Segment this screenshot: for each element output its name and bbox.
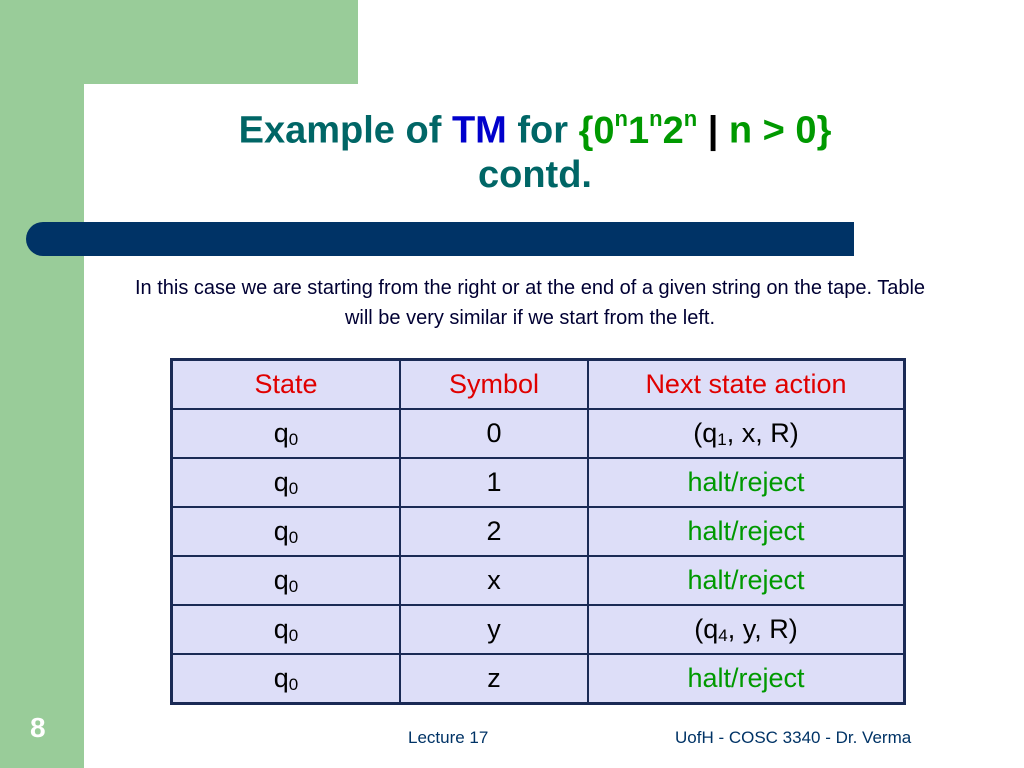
header-state: State [172, 360, 401, 410]
header-next-action: Next state action [588, 360, 905, 410]
title-two: 2 [662, 109, 684, 152]
footer-lecture: Lecture 17 [408, 728, 489, 747]
title-sup-3: n [683, 106, 698, 131]
symbol-cell: 0 [400, 409, 588, 458]
title-language [578, 106, 698, 152]
symbol-cell: z [400, 654, 588, 704]
title-sup-1: n [614, 106, 628, 131]
state-letter: q [273, 418, 289, 448]
state-letter: q [273, 663, 289, 693]
symbol-cell: 1 [400, 458, 588, 507]
state-cell [172, 654, 401, 704]
title-underline-bar [26, 222, 854, 256]
transition-table [170, 358, 906, 705]
action-rest: , y, R) [727, 614, 798, 644]
title-one: 1 [627, 109, 650, 152]
table-row [172, 507, 905, 556]
action-rest: , x, R) [726, 418, 799, 448]
state-subscript: 0 [288, 528, 299, 547]
title-for: for [506, 109, 579, 152]
header-symbol: Symbol [400, 360, 588, 410]
intro-text: In this case we are starting from the right or at the end of a given string on the tape. Table will be very similar if we start from the left. [134, 277, 926, 329]
table-row [172, 654, 905, 704]
action-cell: halt/reject [588, 654, 905, 704]
state-letter: q [273, 565, 289, 595]
symbol-cell: x [400, 556, 588, 605]
title-open: {0 [578, 109, 615, 152]
page-number: 8 [30, 712, 46, 743]
title-bar: | [697, 109, 729, 152]
table-row [172, 556, 905, 605]
slide-title [130, 100, 940, 197]
action-cell: halt/reject [588, 507, 905, 556]
footer-course: UofH - COSC 3340 - Dr. Verma [675, 728, 912, 747]
state-subscript: 0 [288, 626, 299, 645]
action-cell: halt/reject [588, 556, 905, 605]
state-cell [172, 556, 401, 605]
title-n: n [728, 109, 753, 152]
state-subscript: 0 [288, 479, 299, 498]
title-sup-2: n [649, 106, 663, 131]
action-subscript: 1 [717, 430, 727, 449]
title-prefix: Example of [238, 109, 452, 152]
state-cell [172, 409, 401, 458]
top-green-band [0, 0, 358, 84]
state-cell [172, 507, 401, 556]
state-subscript: 0 [288, 675, 299, 694]
table-header-row [172, 360, 905, 410]
state-letter: q [273, 614, 289, 644]
title-tm: TM [451, 109, 507, 152]
action-cell [588, 409, 905, 458]
title-line2: contd. [478, 153, 592, 196]
action-text: (q [694, 614, 719, 644]
table-row [172, 605, 905, 654]
title-rest: > 0} [752, 109, 832, 152]
action-cell [588, 605, 905, 654]
state-cell [172, 605, 401, 654]
action-subscript: 4 [718, 626, 728, 645]
action-cell: halt/reject [588, 458, 905, 507]
symbol-cell: 2 [400, 507, 588, 556]
state-letter: q [273, 467, 289, 497]
symbol-cell: y [400, 605, 588, 654]
state-subscript: 0 [288, 577, 299, 596]
state-cell [172, 458, 401, 507]
state-letter: q [273, 516, 289, 546]
left-green-band [0, 0, 84, 768]
table-row [172, 458, 905, 507]
action-text: (q [693, 418, 718, 448]
state-subscript: 0 [288, 430, 299, 449]
table-row [172, 409, 905, 458]
